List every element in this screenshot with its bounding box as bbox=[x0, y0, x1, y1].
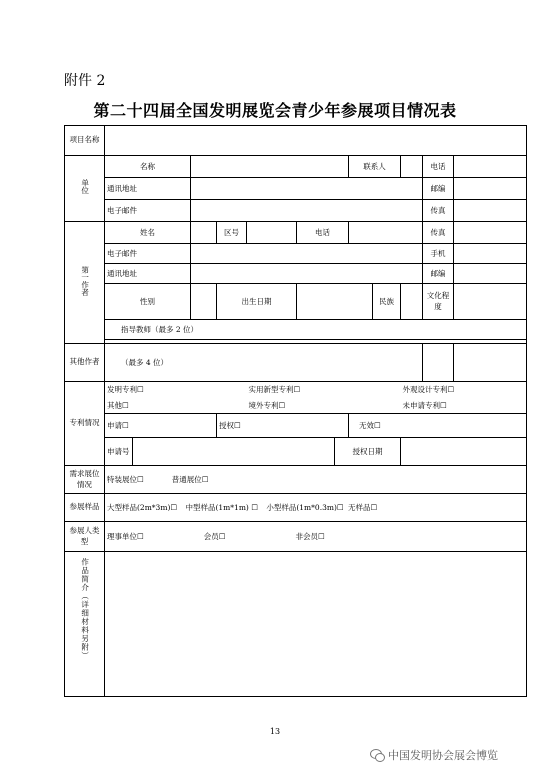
patent-grantdate-label: 授权日期 bbox=[335, 438, 401, 466]
author-mobile-label: 手机 bbox=[423, 244, 454, 264]
page-number: 13 bbox=[269, 727, 281, 736]
unit-contact-field[interactable] bbox=[401, 156, 423, 178]
unit-email-field[interactable] bbox=[191, 200, 423, 222]
author-email-field[interactable] bbox=[191, 244, 423, 264]
author-fax-field[interactable] bbox=[454, 222, 527, 244]
unit-postcode-label: 邮编 bbox=[423, 178, 454, 200]
unit-fax-label: 传真 bbox=[423, 200, 454, 222]
patent-invention-option[interactable]: 发明专利☐ bbox=[105, 382, 247, 398]
patent-grantdate-field[interactable] bbox=[401, 438, 527, 466]
booth-normal-option[interactable]: 普通展位☐ bbox=[171, 475, 209, 484]
patent-design-option[interactable]: 外观设计专利☐ bbox=[401, 382, 527, 398]
sample-section-label: 参展样品 bbox=[65, 494, 105, 522]
booth-options[interactable] bbox=[105, 466, 527, 494]
author-mobile-field[interactable] bbox=[454, 244, 527, 264]
patent-applying-option[interactable]: 申请☐ bbox=[105, 414, 217, 438]
intro-section-label: 作品简介（详细材料另附） bbox=[65, 552, 105, 697]
author-fax-label: 传真 bbox=[423, 222, 454, 244]
patent-granted-option[interactable]: 授权☐ bbox=[217, 414, 349, 438]
author-email-label: 电子邮件 bbox=[105, 244, 191, 264]
author-address-label: 通讯地址 bbox=[105, 264, 191, 284]
author-birthdate-field[interactable] bbox=[297, 284, 373, 320]
application-form-table bbox=[64, 125, 527, 697]
sample-large-option[interactable]: 大型样品(2m*3m)☐ bbox=[107, 503, 178, 512]
watermark bbox=[370, 747, 498, 763]
patent-appno-field[interactable] bbox=[133, 438, 335, 466]
exhibitor-options[interactable] bbox=[105, 522, 527, 552]
project-name-field[interactable] bbox=[105, 126, 527, 156]
author-ethnicity-label: 民族 bbox=[373, 284, 401, 320]
author-gender-field[interactable] bbox=[191, 284, 217, 320]
author-phone-label: 电话 bbox=[297, 222, 349, 244]
unit-name-label: 名称 bbox=[105, 156, 191, 178]
patent-utility-option[interactable]: 实用新型专利☐ bbox=[247, 382, 401, 398]
author-name-field[interactable] bbox=[191, 222, 217, 244]
exhibitor-director-option[interactable]: 理事单位☐ bbox=[107, 532, 144, 541]
exhibitor-section-label: 参展人类型 bbox=[65, 522, 105, 552]
unit-email-label: 电子邮件 bbox=[105, 200, 191, 222]
author-postcode-field[interactable] bbox=[454, 264, 527, 284]
patent-other-option[interactable]: 其他☐ bbox=[105, 398, 247, 414]
author-education-field[interactable] bbox=[454, 284, 527, 320]
other-authors-label: 其他作者 bbox=[65, 344, 105, 382]
author-gender-label: 性别 bbox=[105, 284, 191, 320]
author-section-label: 第一作者 bbox=[65, 222, 105, 344]
unit-phone-field[interactable] bbox=[454, 156, 527, 178]
author-district-label: 区号 bbox=[217, 222, 247, 244]
sample-options[interactable] bbox=[105, 494, 527, 522]
booth-section-label: 需求展位情况 bbox=[65, 466, 105, 494]
author-education-label: 文化程度 bbox=[423, 284, 454, 320]
author-district-field[interactable] bbox=[247, 222, 297, 244]
author-postcode-label: 邮编 bbox=[423, 264, 454, 284]
attachment-label: 附件 2 bbox=[64, 73, 106, 89]
author-advisor-label: 指导教师（最多 2 位） bbox=[121, 325, 199, 334]
other-authors-field-2[interactable] bbox=[423, 344, 454, 382]
sample-none-option[interactable]: 无样品☐ bbox=[348, 503, 378, 512]
intro-field[interactable] bbox=[105, 552, 527, 697]
unit-phone-label: 电话 bbox=[423, 156, 454, 178]
patent-invalid-option[interactable]: 无效☐ bbox=[349, 414, 527, 438]
watermark-text: 中国发明协会展会博览 bbox=[388, 749, 498, 762]
form-title: 第二十四届全国发明展览会青少年参展项目情况表 bbox=[93, 101, 457, 120]
author-birthdate-label: 出生日期 bbox=[217, 284, 297, 320]
unit-name-field[interactable] bbox=[191, 156, 349, 178]
sample-small-option[interactable]: 小型样品(1m*0.3m)☐ bbox=[266, 503, 344, 512]
patent-section-label: 专利情况 bbox=[65, 382, 105, 466]
author-phone-field[interactable] bbox=[349, 222, 423, 244]
unit-contact-label: 联系人 bbox=[349, 156, 401, 178]
booth-special-option[interactable]: 特装展位☐ bbox=[107, 475, 144, 484]
unit-postcode-field[interactable] bbox=[454, 178, 527, 200]
other-authors-field-3[interactable] bbox=[454, 344, 527, 382]
patent-unapplied-option[interactable]: 未申请专利☐ bbox=[401, 398, 527, 414]
author-address-field[interactable] bbox=[191, 264, 423, 284]
unit-address-label: 通讯地址 bbox=[105, 178, 191, 200]
author-name-label: 姓名 bbox=[105, 222, 191, 244]
exhibitor-nonmember-option[interactable]: 非会员☐ bbox=[295, 532, 325, 541]
patent-foreign-option[interactable]: 境外专利☐ bbox=[247, 398, 401, 414]
patent-appno-label: 申请号 bbox=[105, 438, 133, 466]
exhibitor-member-option[interactable]: 会员☐ bbox=[203, 532, 226, 541]
author-advisor-row[interactable] bbox=[105, 320, 527, 340]
unit-fax-field[interactable] bbox=[454, 200, 527, 222]
project-name-label: 项目名称 bbox=[65, 126, 105, 156]
wechat-icon bbox=[370, 748, 384, 762]
author-ethnicity-field[interactable] bbox=[401, 284, 423, 320]
unit-address-field[interactable] bbox=[191, 178, 423, 200]
sample-medium-option[interactable]: 中型样品(1m*1m) ☐ bbox=[185, 503, 258, 512]
other-authors-note: （最多 4 位） bbox=[121, 358, 169, 367]
unit-section-label: 单位 bbox=[65, 156, 105, 222]
other-authors-field[interactable] bbox=[105, 344, 423, 382]
